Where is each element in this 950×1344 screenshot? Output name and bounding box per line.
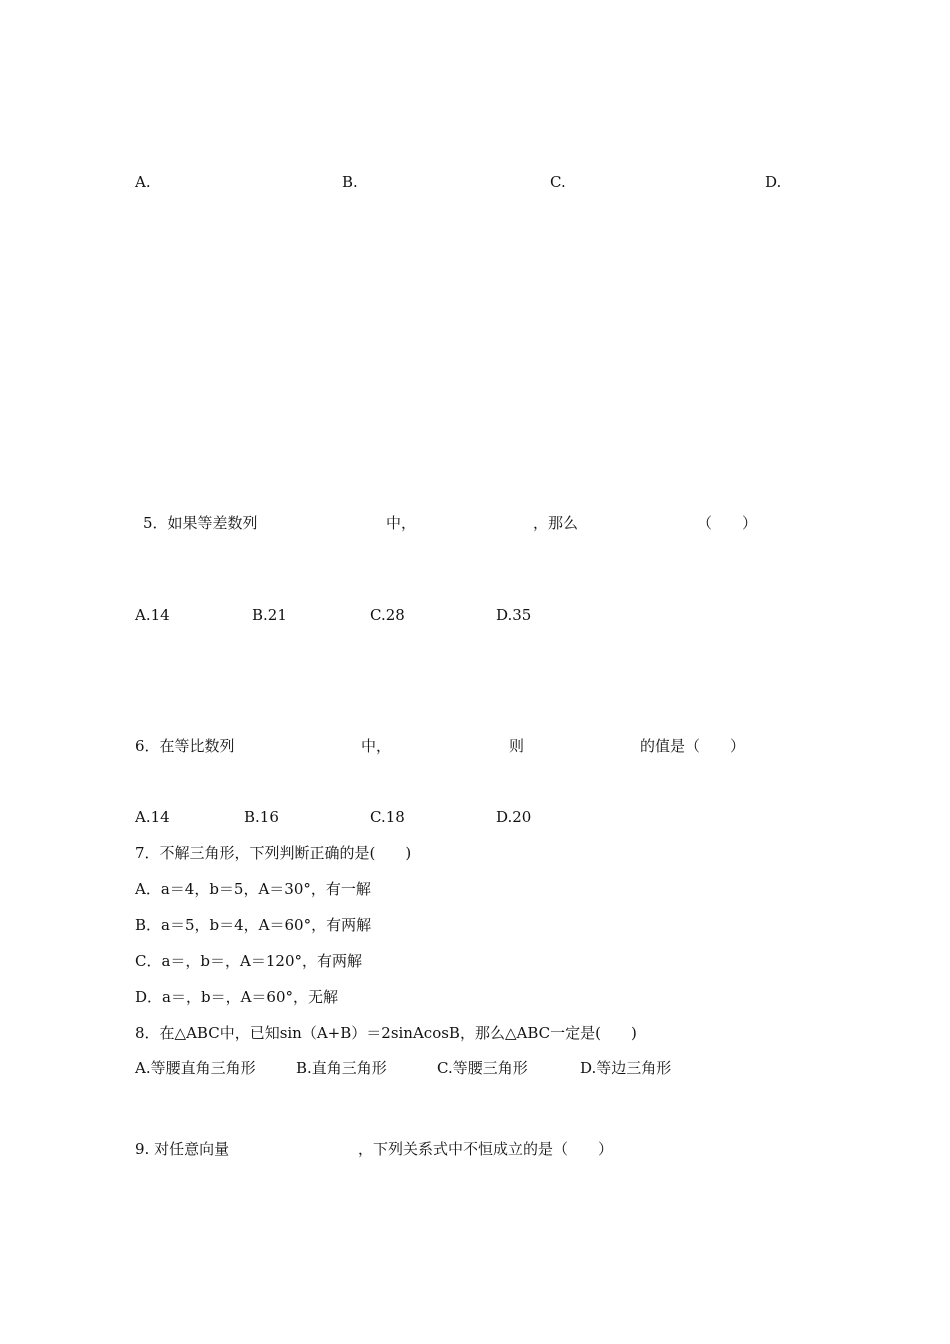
- q5-stem-part-2: 中，: [386, 514, 417, 532]
- q8-option-c: C.等腰三角形: [437, 1059, 528, 1077]
- q6-stem-part-2: 中，: [361, 737, 392, 755]
- q6-option-b: B.16: [244, 808, 279, 826]
- q6-stem-part-1: 6．在等比数列: [135, 737, 235, 755]
- q4-option-b: B.: [342, 173, 358, 191]
- q5-option-d: D.35: [496, 606, 532, 624]
- q5-option-b: B.21: [252, 606, 287, 624]
- q7-option-c: C．a＝，b＝，A＝120°，有两解: [135, 952, 362, 970]
- q4-option-c: C.: [550, 173, 566, 191]
- q4-option-d: D.: [765, 173, 782, 191]
- q8-option-b: B.直角三角形: [296, 1059, 387, 1077]
- q8-option-d: D.等边三角形: [580, 1059, 672, 1077]
- q5-stem-part-3: ，那么: [533, 514, 579, 532]
- q6-stem-part-3: 则: [509, 737, 525, 755]
- q6-option-a: A.14: [135, 808, 170, 826]
- q7-option-a: A．a＝4，b＝5，A＝30°，有一解: [135, 880, 371, 898]
- q4-option-a: A.: [135, 173, 151, 191]
- q9-stem-part-2: ，下列关系式中不恒成立的是（ ）: [358, 1140, 614, 1158]
- q6-option-d: D.20: [496, 808, 532, 826]
- q7-option-b: B．a＝5，b＝4，A＝60°，有两解: [135, 916, 372, 934]
- q7-stem: 7．不解三角形，下列判断正确的是( ): [135, 844, 412, 862]
- q7-option-d: D．a＝，b＝，A＝60°，无解: [135, 988, 338, 1006]
- q5-option-a: A.14: [135, 606, 170, 624]
- q6-stem-part-4: 的值是（ ）: [640, 737, 746, 755]
- q5-answer-bracket: （ ）: [697, 514, 758, 532]
- q6-option-c: C.18: [370, 808, 405, 826]
- q9-stem-part-1: 9. 对任意向量: [135, 1140, 230, 1158]
- q8-stem: 8．在△ABC中，已知sin（A+B）＝2sinAcosB，那么△ABC一定是( ): [135, 1024, 637, 1042]
- q8-option-a: A.等腰直角三角形: [135, 1059, 256, 1077]
- q5-stem-part-1: 5．如果等差数列: [143, 514, 258, 532]
- q5-option-c: C.28: [370, 606, 405, 624]
